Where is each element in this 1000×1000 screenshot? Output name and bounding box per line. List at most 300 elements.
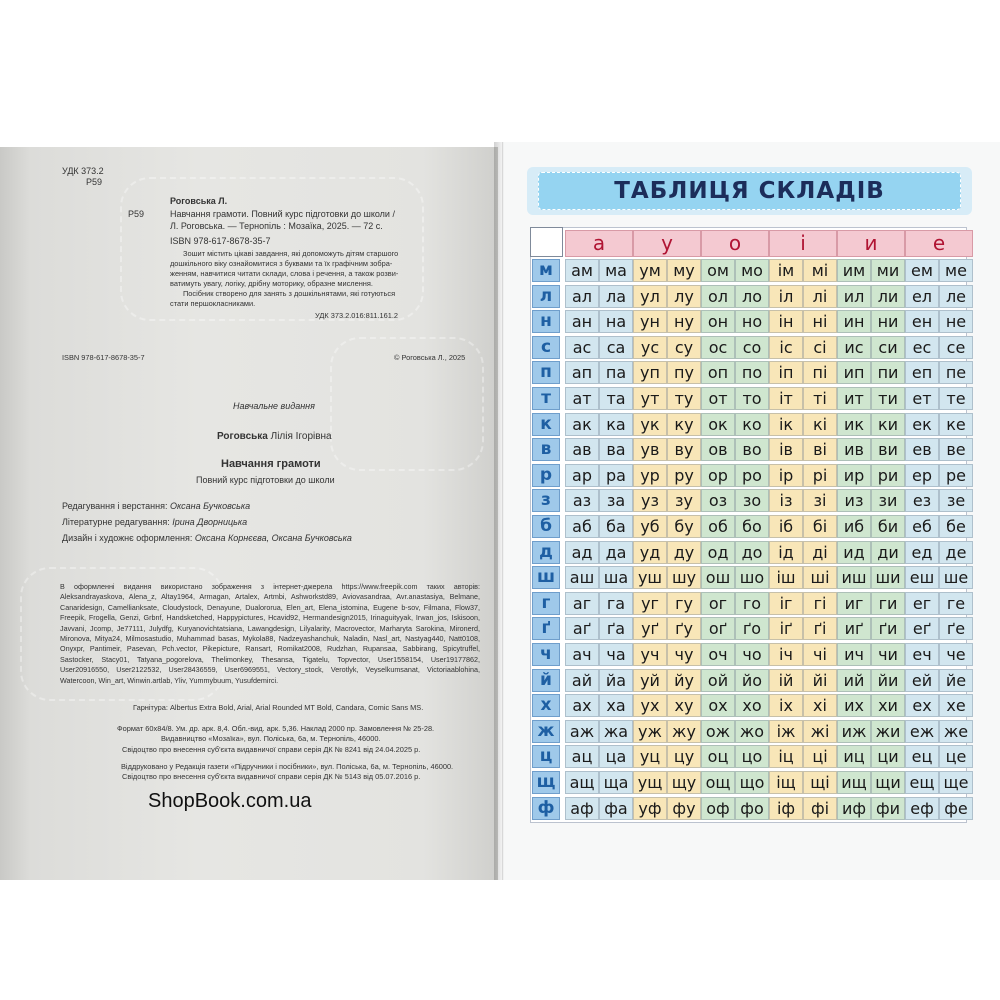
- syllable-cell: за: [599, 489, 633, 512]
- syllable-cell: ша: [599, 566, 633, 589]
- syllable-cell: іґ: [769, 617, 803, 640]
- author-short: Роговська Л.: [170, 196, 228, 206]
- syllable-cell: ищ: [837, 771, 871, 794]
- syllable-cell: са: [599, 336, 633, 359]
- syllable-cell: ще: [939, 771, 973, 794]
- bib-line-1: Навчання грамоти. Повний курс підготовки до школи /: [170, 209, 395, 219]
- syllable-cell: цу: [667, 745, 701, 768]
- syllable-cell: иґ: [837, 617, 871, 640]
- syllable-cell: су: [667, 336, 701, 359]
- syllable-cell: их: [837, 694, 871, 717]
- vowel-header-cell: и: [837, 230, 905, 257]
- syllable-cell: мо: [735, 259, 769, 282]
- vowel-header-cell: а: [565, 230, 633, 257]
- bib-line-2: Л. Роговська. — Тернопіль : Мозаїка, 2025. — 72 с.: [170, 221, 383, 231]
- syllable-cell: ош: [701, 566, 735, 589]
- syllable-cell: об: [701, 515, 735, 538]
- author-full: [217, 431, 332, 443]
- syllable-cell: жо: [735, 720, 769, 743]
- syllable-cell: ла: [599, 285, 633, 308]
- syllable-cell: ух: [633, 694, 667, 717]
- consonant-cell: г: [532, 592, 560, 615]
- syllable-cell: ун: [633, 310, 667, 333]
- syllable-cell: ке: [939, 413, 973, 436]
- syllable-cell: се: [939, 336, 973, 359]
- syllable-cell: ни: [871, 310, 905, 333]
- syllable-cell: жи: [871, 720, 905, 743]
- syllable-cell: ку: [667, 413, 701, 436]
- syllable-cell: оґ: [701, 617, 735, 640]
- syllable-cell: ні: [803, 310, 837, 333]
- consonant-cell: л: [532, 285, 560, 308]
- syllable-cell: го: [735, 592, 769, 615]
- syllable-cell: ег: [905, 592, 939, 615]
- syllable-cell: ом: [701, 259, 735, 282]
- syllable-cell: ій: [769, 669, 803, 692]
- syllable-cell: іж: [769, 720, 803, 743]
- abstract-line: стати першокласниками.: [170, 299, 256, 308]
- syllable-cell: ог: [701, 592, 735, 615]
- syllable-cell: аз: [565, 489, 599, 512]
- syllable-cell: до: [735, 541, 769, 564]
- abstract-line: ватимуть увагу, логіку, дрібну моторику, образне мислення.: [170, 279, 373, 288]
- syllable-cell: чи: [871, 643, 905, 666]
- syllable-cell: ге: [939, 592, 973, 615]
- syllable-cell: іш: [769, 566, 803, 589]
- syllable-cell: іщ: [769, 771, 803, 794]
- syllable-cell: уб: [633, 515, 667, 538]
- consonant-cell: ц: [532, 745, 560, 768]
- consonant-cell: д: [532, 541, 560, 564]
- syllable-cell: йо: [735, 669, 769, 692]
- syllable-cell: аж: [565, 720, 599, 743]
- syllable-cell: уг: [633, 592, 667, 615]
- syllable-cell: хе: [939, 694, 973, 717]
- imprint-line: Віддруковано у Редакція газети «Підручники і посібники», вул. Поліська, 6а, м. Тернопіль, 46000.: [121, 762, 454, 771]
- consonant-cell: н: [532, 310, 560, 333]
- syllable-cell: не: [939, 310, 973, 333]
- table-title: ТАБЛИЦЯ СКЛАДІВ: [614, 178, 885, 204]
- syllable-cell: йу: [667, 669, 701, 692]
- syllable-cell: шу: [667, 566, 701, 589]
- staff-label: Редагування і верстання:: [62, 501, 170, 511]
- syllable-cell: зу: [667, 489, 701, 512]
- syllable-cell: оц: [701, 745, 735, 768]
- syllable-cell: да: [599, 541, 633, 564]
- syllable-cell: че: [939, 643, 973, 666]
- syllable-cell: од: [701, 541, 735, 564]
- abstract-line: Посібник створено для занять з дошкільнятами, які готуються: [183, 289, 396, 298]
- syllable-cell: ме: [939, 259, 973, 282]
- syllable-cell: ец: [905, 745, 939, 768]
- syllable-cell: ба: [599, 515, 633, 538]
- syllable-cell: ік: [769, 413, 803, 436]
- syllable-cell: ех: [905, 694, 939, 717]
- syllable-cell: хи: [871, 694, 905, 717]
- syllable-cell: иж: [837, 720, 871, 743]
- syllable-cell: иц: [837, 745, 871, 768]
- syllable-cell: ті: [803, 387, 837, 410]
- syllable-cell: пи: [871, 361, 905, 384]
- syllable-cell: ро: [735, 464, 769, 487]
- syllable-cell: по: [735, 361, 769, 384]
- staff-value: Ірина Дворницька: [172, 517, 248, 527]
- syllable-cell: ху: [667, 694, 701, 717]
- syllable-cell: ич: [837, 643, 871, 666]
- syllable-cell: рі: [803, 464, 837, 487]
- consonant-cell: ґ: [532, 617, 560, 640]
- vowel-header-cell: і: [769, 230, 837, 257]
- syllable-cell: те: [939, 387, 973, 410]
- syllable-cell: зо: [735, 489, 769, 512]
- syllable-cell: ар: [565, 464, 599, 487]
- syllable-cell: ес: [905, 336, 939, 359]
- syllable-cell: ін: [769, 310, 803, 333]
- syllable-cell: ан: [565, 310, 599, 333]
- syllable-cell: но: [735, 310, 769, 333]
- syllable-cell: ам: [565, 259, 599, 282]
- consonant-cell: щ: [532, 771, 560, 794]
- syllable-cell: то: [735, 387, 769, 410]
- syllable-cell: на: [599, 310, 633, 333]
- consonant-cell: з: [532, 489, 560, 512]
- abstract-line: Зошит містить цікаві завдання, які допоможуть дітям старшого: [183, 249, 399, 258]
- syllable-cell: ре: [939, 464, 973, 487]
- author-given-names: Лілія Ігорівна: [270, 431, 332, 442]
- syllable-cell: пу: [667, 361, 701, 384]
- syllable-cell: мі: [803, 259, 837, 282]
- syllable-cell: ей: [905, 669, 939, 692]
- syllable-cell: ур: [633, 464, 667, 487]
- syllable-cell: ой: [701, 669, 735, 692]
- syllable-cell: ко: [735, 413, 769, 436]
- syllable-cell: из: [837, 489, 871, 512]
- syllable-cell: ут: [633, 387, 667, 410]
- syllable-cell: щи: [871, 771, 905, 794]
- syllable-cell: іс: [769, 336, 803, 359]
- syllable-cell: із: [769, 489, 803, 512]
- syllable-cell: лі: [803, 285, 837, 308]
- syllable-cell: уд: [633, 541, 667, 564]
- syllable-cell: ім: [769, 259, 803, 282]
- syllable-cell: пе: [939, 361, 973, 384]
- syllable-cell: уґ: [633, 617, 667, 640]
- syllable-cell: ал: [565, 285, 599, 308]
- syllable-cell: гу: [667, 592, 701, 615]
- syllable-cell: зи: [871, 489, 905, 512]
- syllable-cell: йа: [599, 669, 633, 692]
- syllable-cell: ез: [905, 489, 939, 512]
- syllable-cell: бо: [735, 515, 769, 538]
- syllable-cell: ад: [565, 541, 599, 564]
- syllable-cell: фи: [871, 797, 905, 820]
- syllable-cell: еґ: [905, 617, 939, 640]
- syllable-cell: ач: [565, 643, 599, 666]
- syllable-cell: ил: [837, 285, 871, 308]
- syllable-cell: іл: [769, 285, 803, 308]
- syllable-cell: ощ: [701, 771, 735, 794]
- syllable-cell: ох: [701, 694, 735, 717]
- syllable-cell: уй: [633, 669, 667, 692]
- staff-line: [62, 500, 250, 512]
- consonant-cell: й: [532, 669, 560, 692]
- syllable-cell: оз: [701, 489, 735, 512]
- abstract-line: дошкільного віку ознайомитися з буквами та їх графічним зобра-: [170, 259, 393, 268]
- author-surname: Роговська: [217, 431, 268, 442]
- table-corner-cell: [530, 227, 563, 257]
- syllable-cell: оф: [701, 797, 735, 820]
- index-code: Р59: [86, 177, 103, 187]
- syllable-cell: аґ: [565, 617, 599, 640]
- syllable-cell: ер: [905, 464, 939, 487]
- syllable-cell: лу: [667, 285, 701, 308]
- syllable-cell: гі: [803, 592, 837, 615]
- syllable-cell: уц: [633, 745, 667, 768]
- index-code-2: Р59: [128, 209, 145, 219]
- syllable-cell: ор: [701, 464, 735, 487]
- syllable-cell: ул: [633, 285, 667, 308]
- watermark: ShopBook.com.ua: [148, 790, 312, 812]
- syllable-cell: що: [735, 771, 769, 794]
- syllable-cell: ва: [599, 438, 633, 461]
- syllable-cell: іх: [769, 694, 803, 717]
- syllable-cell: зі: [803, 489, 837, 512]
- syllable-cell: ґо: [735, 617, 769, 640]
- staff-label: Літературне редагування:: [62, 517, 173, 527]
- syllable-cell: фо: [735, 797, 769, 820]
- syllable-cell: си: [871, 336, 905, 359]
- syllable-cell: ед: [905, 541, 939, 564]
- syllable-cell: ха: [599, 694, 633, 717]
- syllable-cell: уч: [633, 643, 667, 666]
- syllable-cell: же: [939, 720, 973, 743]
- syllable-cell: пі: [803, 361, 837, 384]
- syllable-cell: іп: [769, 361, 803, 384]
- vowel-header-cell: у: [633, 230, 701, 257]
- syllable-cell: щі: [803, 771, 837, 794]
- syllable-cell: во: [735, 438, 769, 461]
- syllable-cell: зе: [939, 489, 973, 512]
- syllable-cell: он: [701, 310, 735, 333]
- syllable-cell: ду: [667, 541, 701, 564]
- fonts-line: Гарнітура: Albertus Extra Bold, Arial, Arial Rounded MT Bold, Candara, Comic Sans MS.: [133, 703, 424, 712]
- syllable-cell: еб: [905, 515, 939, 538]
- imprint-line: Формат 60х84/8. Ум. др. арк. 8,4. Обл.-вид. арк. 5,36. Наклад 2000 пр. Замовлення № 25-28.: [117, 724, 435, 733]
- syllable-cell: ги: [871, 592, 905, 615]
- syllable-cell: йе: [939, 669, 973, 692]
- syllable-cell: ди: [871, 541, 905, 564]
- syllable-cell: ри: [871, 464, 905, 487]
- syllable-cell: ли: [871, 285, 905, 308]
- syllable-cell: уш: [633, 566, 667, 589]
- syllable-cell: іч: [769, 643, 803, 666]
- syllable-cell: щу: [667, 771, 701, 794]
- syllable-cell: ір: [769, 464, 803, 487]
- syllable-cell: ащ: [565, 771, 599, 794]
- syllable-cell: ру: [667, 464, 701, 487]
- syllable-cell: со: [735, 336, 769, 359]
- syllable-cell: от: [701, 387, 735, 410]
- syllable-cell: бе: [939, 515, 973, 538]
- consonant-cell: п: [532, 361, 560, 384]
- syllable-cell: иг: [837, 592, 871, 615]
- syllable-cell: му: [667, 259, 701, 282]
- staff-value: Оксана Бучковська: [170, 501, 251, 511]
- syllable-cell: фі: [803, 797, 837, 820]
- syllable-cell: ну: [667, 310, 701, 333]
- syllable-cell: ев: [905, 438, 939, 461]
- syllable-cell: ґі: [803, 617, 837, 640]
- syllable-cell: ці: [803, 745, 837, 768]
- consonant-cell: ч: [532, 643, 560, 666]
- syllable-cell: ча: [599, 643, 633, 666]
- syllable-cell: ів: [769, 438, 803, 461]
- syllable-cell: ґи: [871, 617, 905, 640]
- syllable-cell: ущ: [633, 771, 667, 794]
- syllable-cell: де: [939, 541, 973, 564]
- copyright: © Роговська Л., 2025: [394, 353, 466, 362]
- consonant-cell: м: [532, 259, 560, 282]
- syllable-cell: ит: [837, 387, 871, 410]
- staff-value: Оксана Корнєєва, Оксана Бучковська: [194, 533, 352, 543]
- syllable-cell: ол: [701, 285, 735, 308]
- syllable-cell: ат: [565, 387, 599, 410]
- syllable-cell: ещ: [905, 771, 939, 794]
- syllable-cell: би: [871, 515, 905, 538]
- syllable-cell: ти: [871, 387, 905, 410]
- syllable-cell: ки: [871, 413, 905, 436]
- syllable-cell: ус: [633, 336, 667, 359]
- syllable-cell: им: [837, 259, 871, 282]
- syllable-cell: ак: [565, 413, 599, 436]
- abstract-line: женням, навчитися читати склади, слова і речення, а також розви-: [170, 269, 399, 278]
- syllable-cell: йі: [803, 669, 837, 692]
- syllable-cell: ин: [837, 310, 871, 333]
- syllable-cell: ас: [565, 336, 599, 359]
- syllable-cell: ос: [701, 336, 735, 359]
- syllable-cell: ет: [905, 387, 939, 410]
- syllable-cell: та: [599, 387, 633, 410]
- syllable-cell: ис: [837, 336, 871, 359]
- book-subtitle: Повний курс підготовки до школи: [196, 475, 335, 485]
- staff-line: [62, 532, 352, 544]
- syllable-cell: ип: [837, 361, 871, 384]
- syllable-cell: ща: [599, 771, 633, 794]
- staff-label: Дизайн і художнє оформлення:: [62, 533, 195, 543]
- isbn-line: ISBN 978-617-8678-35-7: [170, 236, 271, 246]
- book-spine-shadow: [494, 142, 504, 880]
- syllable-cell: чо: [735, 643, 769, 666]
- consonant-cell: в: [532, 438, 560, 461]
- syllable-cell: ум: [633, 259, 667, 282]
- syllable-cell: ах: [565, 694, 599, 717]
- syllable-cell: хо: [735, 694, 769, 717]
- syllable-cell: ид: [837, 541, 871, 564]
- syllable-cell: ов: [701, 438, 735, 461]
- syllable-cell: ай: [565, 669, 599, 692]
- syllable-cell: цо: [735, 745, 769, 768]
- consonant-cell: б: [532, 515, 560, 538]
- syllable-cell: ми: [871, 259, 905, 282]
- syllable-cell: га: [599, 592, 633, 615]
- udk-full: УДК 373.2.016:811.161.2: [315, 311, 398, 320]
- consonant-cell: т: [532, 387, 560, 410]
- syllable-cell: хі: [803, 694, 837, 717]
- syllable-cell: жі: [803, 720, 837, 743]
- syllable-cell: ий: [837, 669, 871, 692]
- syllable-cell: ді: [803, 541, 837, 564]
- syllable-cell: чі: [803, 643, 837, 666]
- syllable-cell: ві: [803, 438, 837, 461]
- syllable-cell: ші: [803, 566, 837, 589]
- syllable-cell: аф: [565, 797, 599, 820]
- syllable-cell: ек: [905, 413, 939, 436]
- syllable-cell: фе: [939, 797, 973, 820]
- consonant-cell: к: [532, 413, 560, 436]
- syllable-cell: ка: [599, 413, 633, 436]
- syllable-cell: іг: [769, 592, 803, 615]
- syllable-cell: ац: [565, 745, 599, 768]
- syllable-cell: жа: [599, 720, 633, 743]
- syllable-cell: еж: [905, 720, 939, 743]
- consonant-cell: с: [532, 336, 560, 359]
- book-title: Навчання грамоти: [221, 458, 321, 470]
- syllable-cell: іф: [769, 797, 803, 820]
- syllable-cell: иш: [837, 566, 871, 589]
- syllable-cell: іц: [769, 745, 803, 768]
- syllable-cell: йи: [871, 669, 905, 692]
- syllable-cell: ив: [837, 438, 871, 461]
- syllable-cell: еш: [905, 566, 939, 589]
- syllable-cell: ву: [667, 438, 701, 461]
- syllable-cell: ца: [599, 745, 633, 768]
- syllable-cell: фу: [667, 797, 701, 820]
- consonant-cell: ж: [532, 720, 560, 743]
- syllable-cell: ле: [939, 285, 973, 308]
- syllable-cell: ож: [701, 720, 735, 743]
- imprint-line: Свідоцтво про внесення суб'єкта видавничої справи серія ДК № 5143 від 05.07.2016 р.: [122, 772, 421, 781]
- syllable-cell: ук: [633, 413, 667, 436]
- syllable-cell: іт: [769, 387, 803, 410]
- edition-type: Навчальне видання: [233, 401, 315, 411]
- syllable-cell: бу: [667, 515, 701, 538]
- syllable-cell: ав: [565, 438, 599, 461]
- syllable-cell: уз: [633, 489, 667, 512]
- syllable-cell: па: [599, 361, 633, 384]
- vowel-header-cell: о: [701, 230, 769, 257]
- syllable-cell: иб: [837, 515, 871, 538]
- syllable-cell: фа: [599, 797, 633, 820]
- syllable-cell: ел: [905, 285, 939, 308]
- syllable-cell: ше: [939, 566, 973, 589]
- syllable-cell: шо: [735, 566, 769, 589]
- consonant-cell: х: [532, 694, 560, 717]
- syllable-cell: ід: [769, 541, 803, 564]
- syllable-cell: ок: [701, 413, 735, 436]
- syllable-cell: ра: [599, 464, 633, 487]
- syllable-cell: ґе: [939, 617, 973, 640]
- syllable-cell: ґа: [599, 617, 633, 640]
- syllable-cell: оп: [701, 361, 735, 384]
- isbn-bottom: ISBN 978-617-8678-35-7: [62, 353, 145, 362]
- syllable-cell: еп: [905, 361, 939, 384]
- syllable-cell: ґу: [667, 617, 701, 640]
- syllable-cell: ем: [905, 259, 939, 282]
- consonant-cell: ф: [532, 797, 560, 820]
- syllable-cell: жу: [667, 720, 701, 743]
- syllable-cell: ло: [735, 285, 769, 308]
- syllable-cell: ув: [633, 438, 667, 461]
